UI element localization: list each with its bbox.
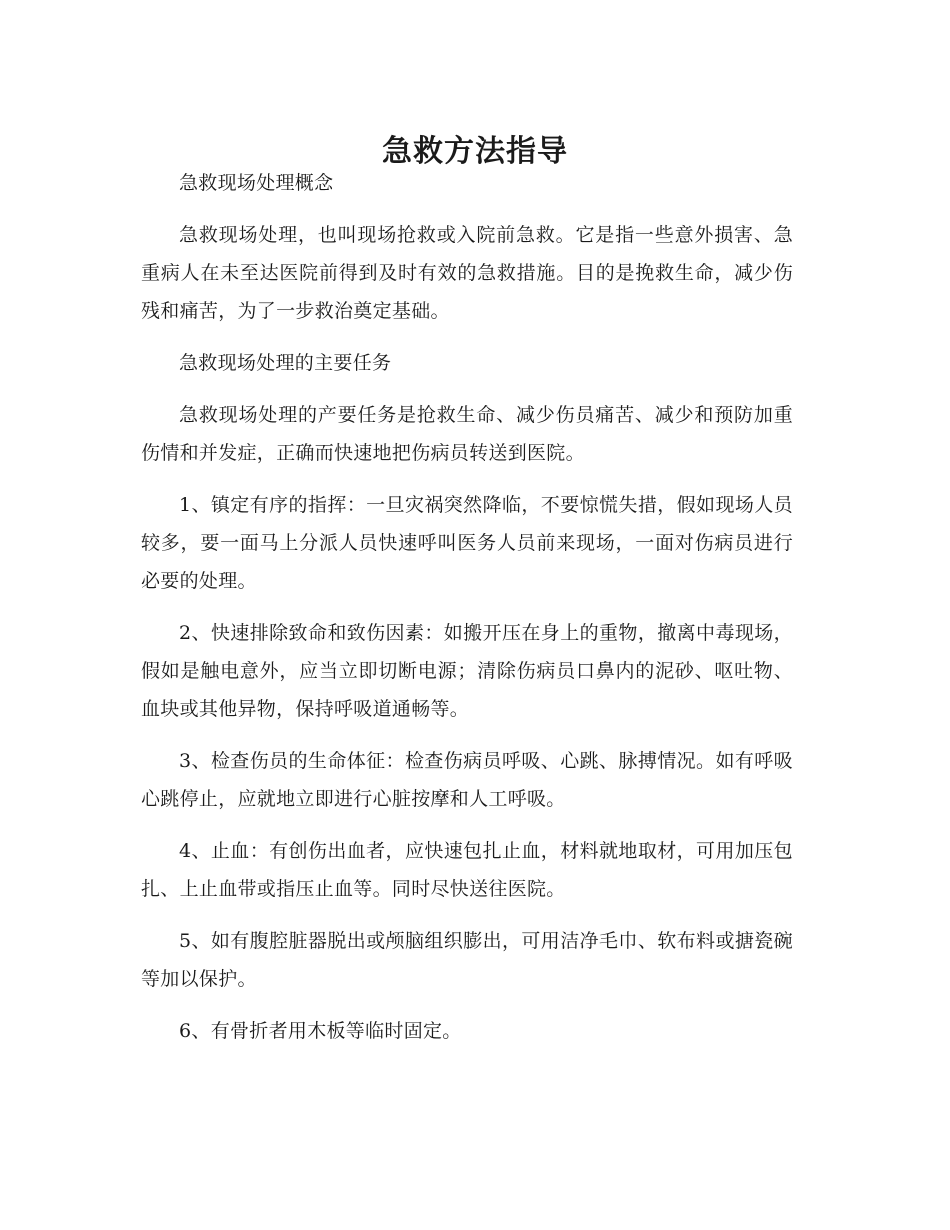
section-heading-concept: 急救现场处理概念	[179, 172, 334, 194]
paragraph-main-tasks: 急救现场处理的产要任务是抢救生命、减少伤员痛苦、减少和预防加重伤情和并发症，正确而快速地把伤病员转送到医院。	[141, 404, 793, 464]
list-item-2: 2、快速排除致命和致伤因素：如搬开压在身上的重物，撤离中毒现场，假如是触电意外，应当立即切断电源；清除伤病员口鼻内的泥砂、呕吐物、血块或其他异物，保持呼吸道通畅等。	[141, 622, 793, 720]
list-item-3: 3、检查伤员的生命体征：检查伤病员呼吸、心跳、脉搏情况。如有呼吸心跳停止，应就地立即进行心脏按摩和人工呼吸。	[141, 750, 793, 810]
paragraph-concept: 急救现场处理，也叫现场抢救或入院前急救。它是指一些意外损害、急重病人在未至达医院前得到及时有效的急救措施。目的是挽救生命，减少伤残和痛苦，为了一步救治奠定基础。	[141, 224, 793, 322]
document-body	[141, 164, 793, 1064]
page-title: 急救方法指导	[382, 134, 568, 170]
list-item-5: 5、如有腹腔脏器脱出或颅脑组织膨出，可用洁净毛巾、软布料或搪瓷碗等加以保护。	[141, 930, 793, 990]
list-item-6: 6、有骨折者用木板等临时固定。	[179, 1020, 462, 1042]
section-heading-main-tasks: 急救现场处理的主要任务	[179, 352, 392, 374]
list-item-4: 4、止血：有创伤出血者，应快速包扎止血，材料就地取材，可用加压包扎、上止血带或指压止血等。同时尽快送往医院。	[141, 840, 793, 900]
list-item-1: 1、镇定有序的指挥：一旦灾祸突然降临，不要惊慌失措，假如现场人员较多，要一面马上分派人员快速呼叫医务人员前来现场，一面对伤病员进行必要的处理。	[141, 494, 793, 592]
